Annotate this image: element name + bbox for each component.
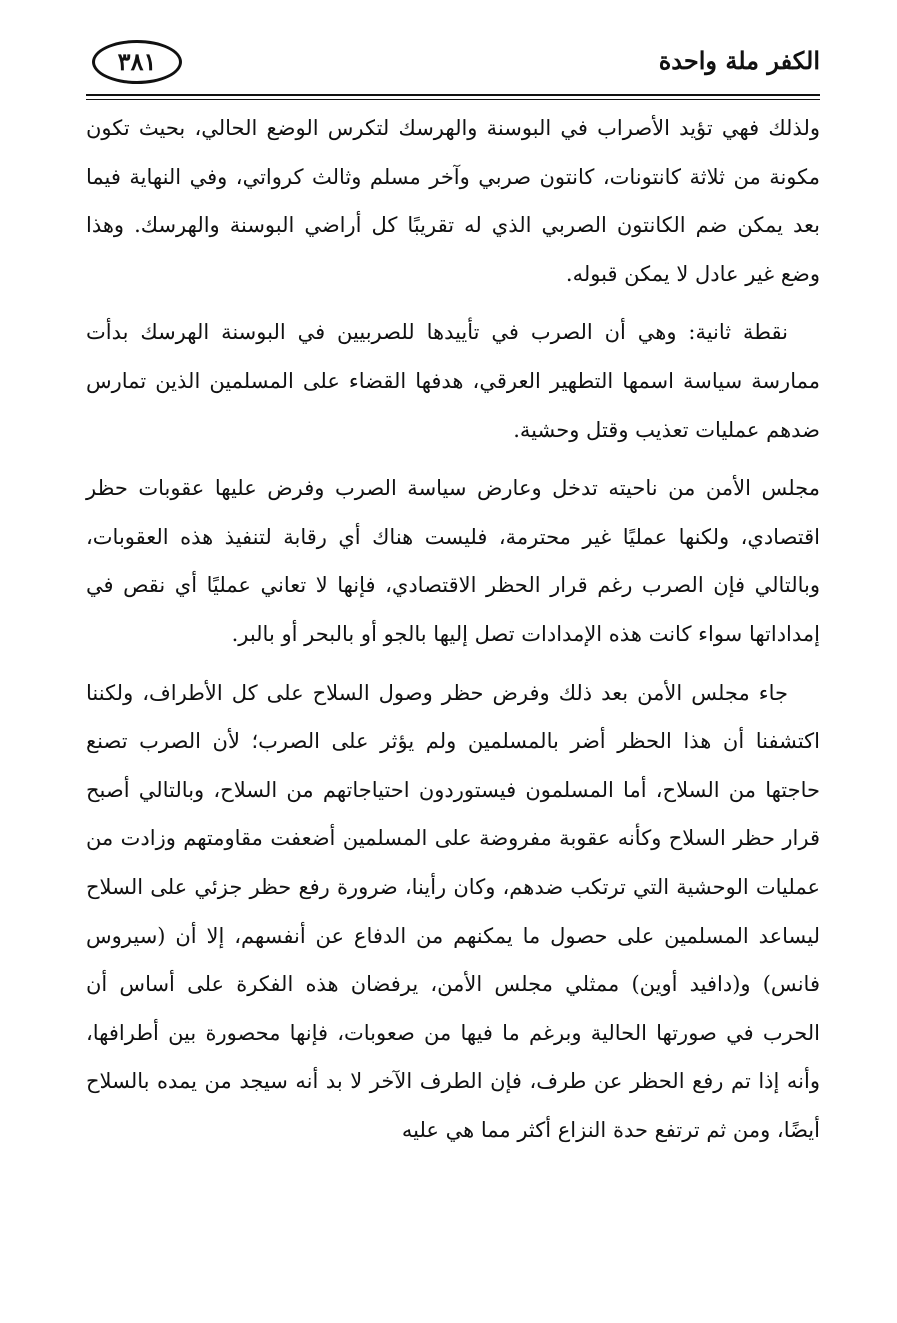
page-number: ٣٨١ [117,47,157,76]
paragraph-4: جاء مجلس الأمن بعد ذلك وفرض حظر وصول السلاح على كل الأطراف، ولكننا اكتشفنا أن هذا الحظر أضر بالمسلمين ولم يؤثر على الصرب؛ لأن الصرب تصنع حاجتها من السلاح، أما المسلمون فيستوردون احتياجاتهم من السلاح، وبالتالي أصبح قرار حظر السلاح وكأنه عقوبة مفروضة على المسلمين أضعفت مقاومتهم وزادت من عمليات الوحشية التي ترتكب ضدهم، وكان رأينا، ضرورة رفع حظر جزئي على السلاح ليساعد المسلمين على حصول ما يمكنهم من الدفاع عن أنفسهم، إلا أن (سيروس فانس) و(دافيد أوين) ممثلي مجلس الأمن، يرفضان هذه الفكرة على أساس أن الحرب في صورتها الحالية وبرغم ما فيها من صعوبات، فإنها محصورة بين أطرافها، وأنه إذا تم رفع الحظر عن طرف، فإن الطرف الآخر لا بد أنه سيجد من يمده بالسلاح أيضًا، ومن ثم ترتفع حدة النزاع أكثر مما هي عليه [86,680,820,1142]
header-rule [86,94,820,96]
book-page [86,36,820,1164]
body-text [86,104,820,1154]
running-title: الكفر ملة واحدة [658,46,820,75]
paragraph-3: مجلس الأمن من ناحيته تدخل وعارض سياسة الصرب وفرض عليها عقوبات حظر اقتصادي، ولكنها عمليًا غير محترمة، فليست هناك أي رقابة لتنفيذ هذه العقوبات، وبالتالي فإن الصرب رغم قرار الحظر الاقتصادي، فإنها لا تعاني عمليًا أي نقص في إمداداتها سواء كانت هذه الإمدادات تصل إليها بالجو أو بالبحر أو بالبر. [86,476,820,646]
page-number-frame [92,40,182,84]
paragraph-2: نقطة ثانية: وهي أن الصرب في تأييدها للصربيين في البوسنة الهرسك بدأت ممارسة سياسة اسمها التطهير العرقي، هدفها القضاء على المسلمين الذين تمارس ضدهم عمليات تعذيب وقتل وحشية. [86,320,820,442]
page-header [86,36,820,96]
paragraph-1: ولذلك فهي تؤيد الأصراب في البوسنة والهرسك لتكرس الوضع الحالي، بحيث تكون مكونة من ثلاثة كانتونات، كانتون صربي وآخر مسلم وثالث كرواتي، وفي النهاية فيما بعد يمكن ضم الكانتون الصربي الذي له تقريبًا كل أراضي البوسنة والهرسك. وهذا وضع غير عادل لا يمكن قبوله. [86,116,820,286]
